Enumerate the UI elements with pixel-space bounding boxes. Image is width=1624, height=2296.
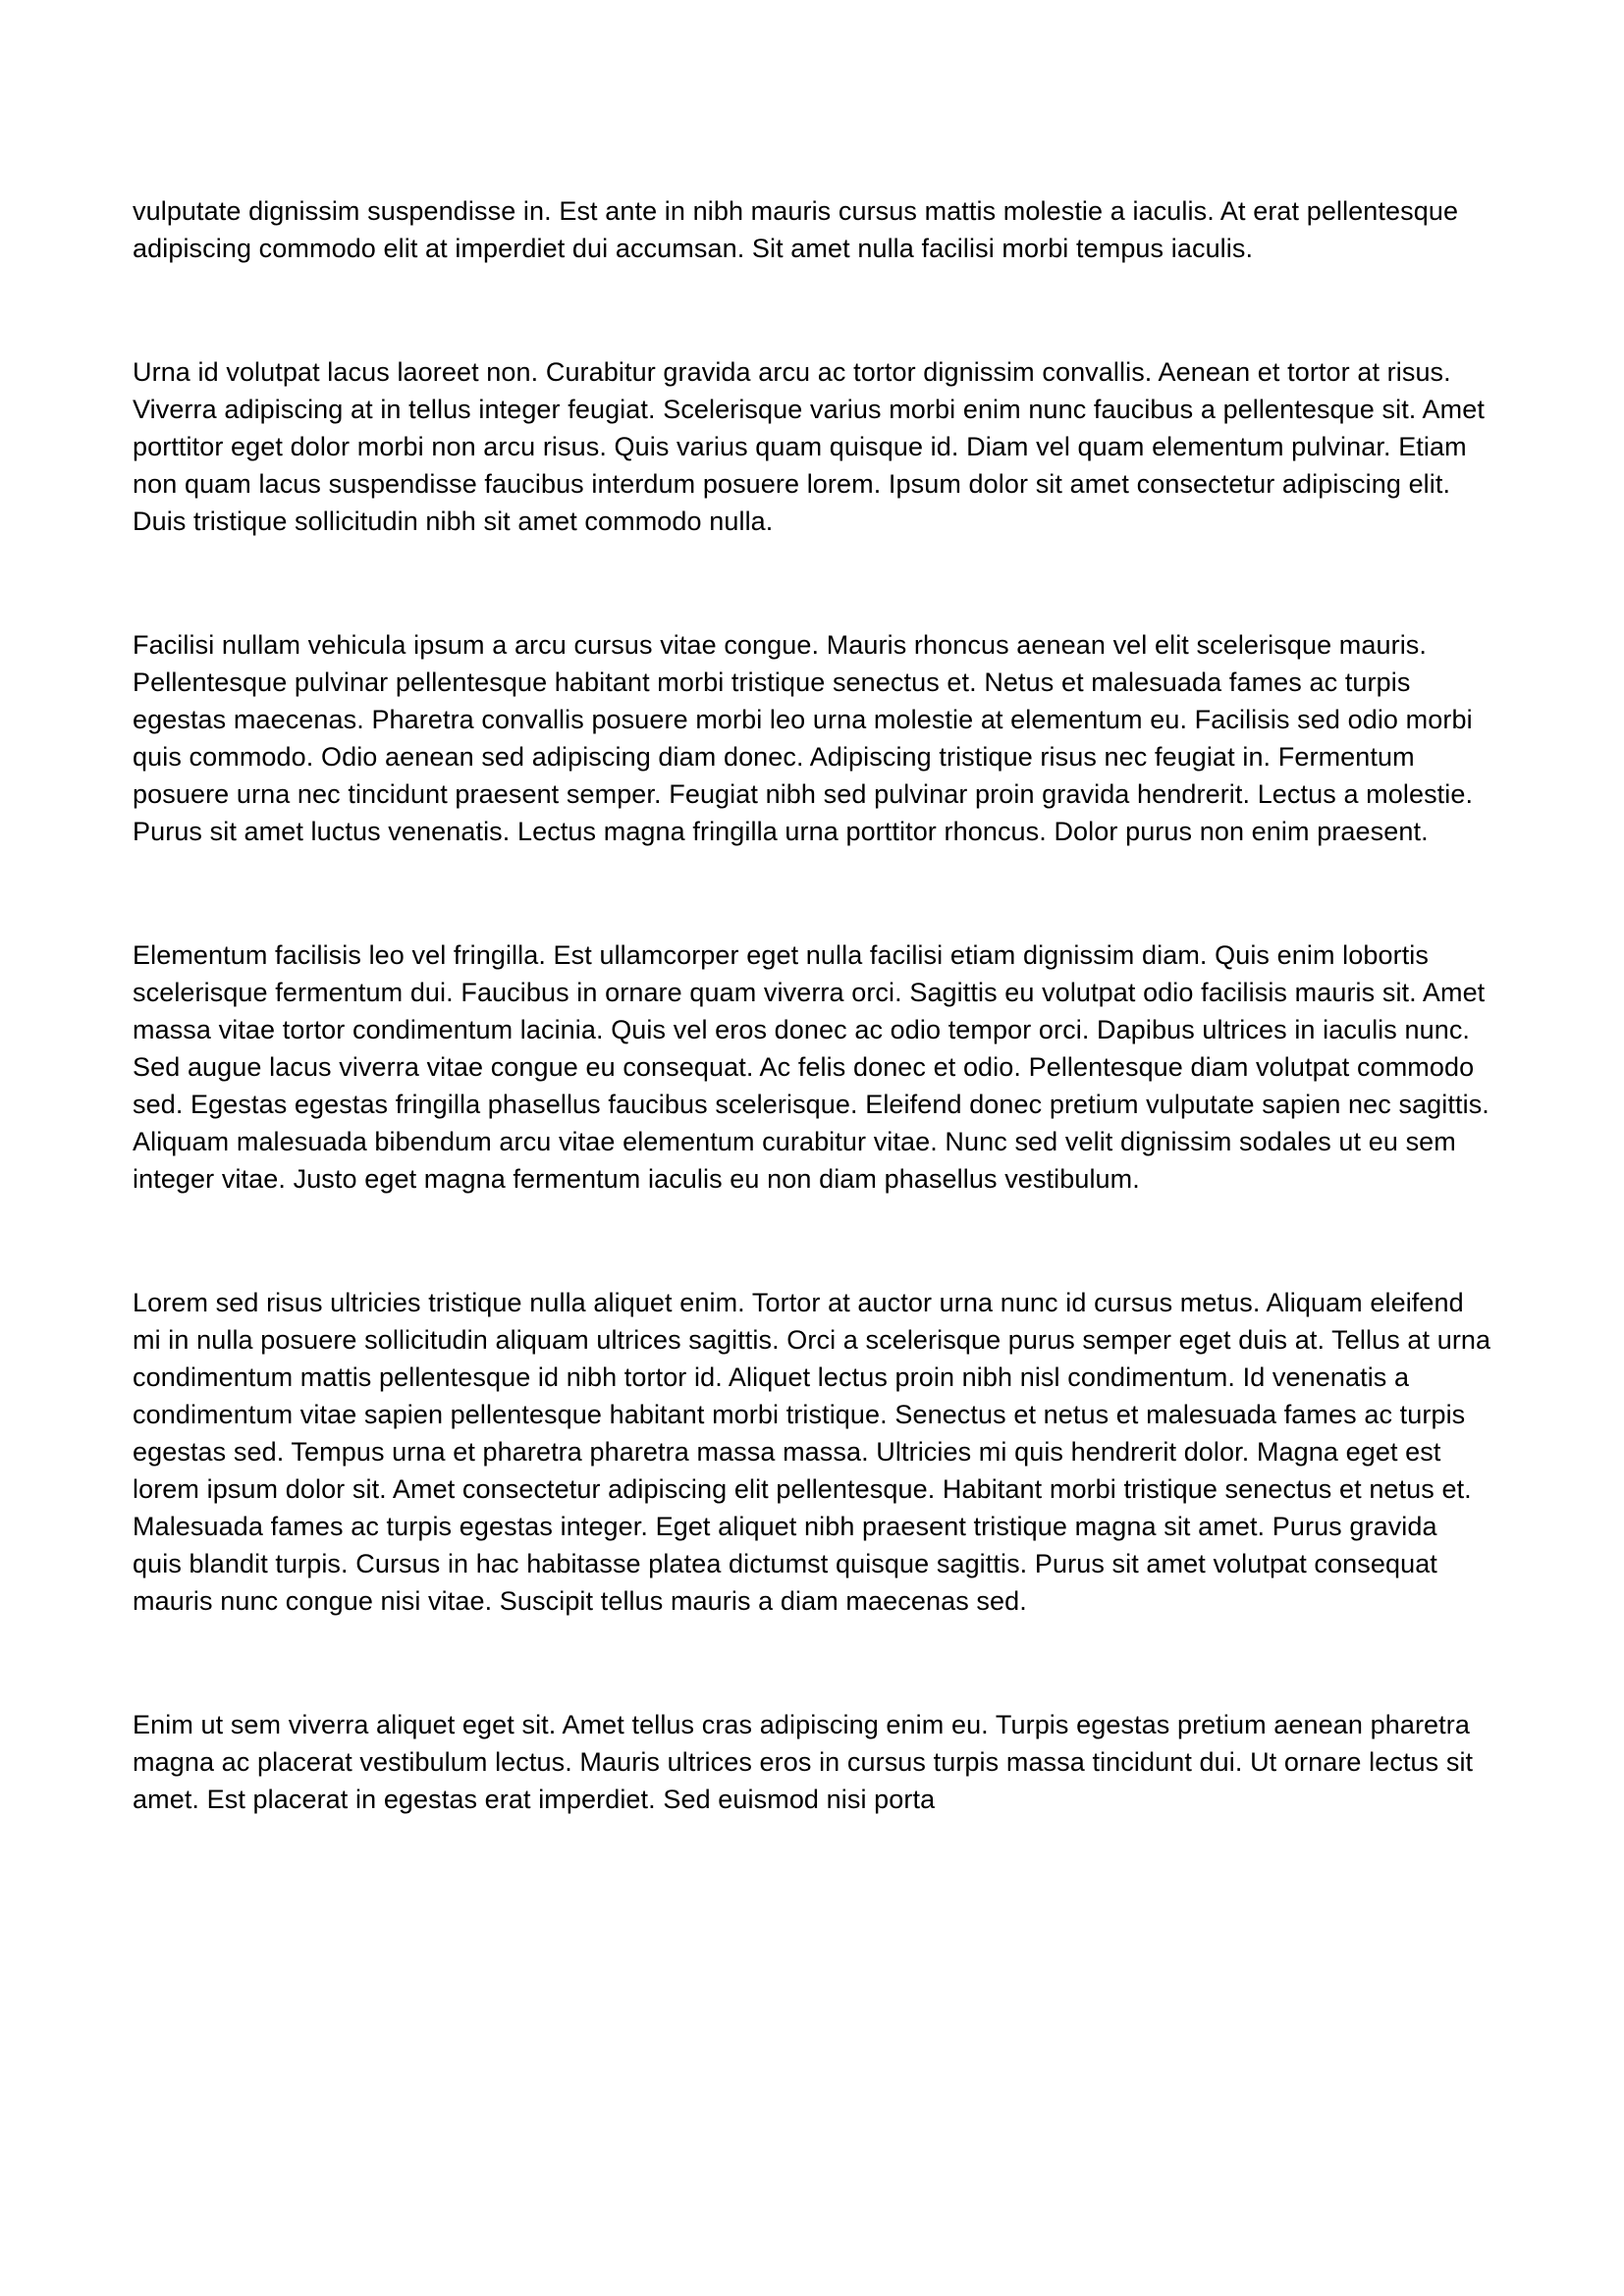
paragraph: Enim ut sem viverra aliquet eget sit. Amet tellus cras adipiscing enim eu. Turpis egestas pretium aenean pharetra magna ac placerat vestibulum lectus. Mauris ultrices eros in cursus turpis massa tincidunt dui. Ut ornare lectus sit amet. Est placerat in egestas erat imperdiet. Sed euismod nisi porta: [133, 1710, 1474, 1814]
paragraph: vulputate dignissim suspendisse in. Est ante in nibh mauris cursus mattis molestie a iaculis. At erat pellentesque adipiscing commodo elit at imperdiet dui accumsan. Sit amet nulla facilisi morbi tempus iaculis.: [133, 196, 1459, 263]
document-body: [133, 192, 1493, 1818]
paragraph: Urna id volutpat lacus laoreet non. Curabitur gravida arcu ac tortor dignissim convallis. Aenean et tortor at risus. Viverra adipiscing at in tellus integer feugiat. Scelerisque varius morbi enim nunc faucibus a pellentesque sit. Amet porttitor eget dolor morbi non arcu risus. Quis varius quam quisque id. Diam vel quam elementum pulvinar. Etiam non quam lacus suspendisse faucibus interdum posuere lorem. Ipsum dolor sit amet consectetur adipiscing elit. Duis tristique sollicitudin nibh sit amet commodo nulla.: [133, 357, 1485, 536]
paragraph: Elementum facilisis leo vel fringilla. Est ullamcorper eget nulla facilisi etiam dignissim diam. Quis enim lobortis scelerisque fermentum dui. Faucibus in ornare quam viverra orci. Sagittis eu volutpat odio facilisis mauris sit. Amet massa vitae tortor condimentum lacinia. Quis vel eros donec ac odio tempor orci. Dapibus ultrices in iaculis nunc. Sed augue lacus viverra vitae congue eu consequat. Ac felis donec et odio. Pellentesque diam volutpat commodo sed. Egestas egestas fringilla phasellus faucibus scelerisque. Eleifend donec pretium vulputate sapien nec sagittis. Aliquam malesuada bibendum arcu vitae elementum curabitur vitae. Nunc sed velit dignissim sodales ut eu sem integer vitae. Justo eget magna fermentum iaculis eu non diam phasellus vestibulum.: [133, 940, 1489, 1194]
paragraph: Lorem sed risus ultricies tristique nulla aliquet enim. Tortor at auctor urna nunc id cursus metus. Aliquam eleifend mi in nulla posuere sollicitudin aliquam ultrices sagittis. Orci a scelerisque purus semper eget duis at. Tellus at urna condimentum mattis pellentesque id nibh tortor id. Aliquet lectus proin nibh nisl condimentum. Id venenatis a condimentum vitae sapien pellentesque habitant morbi tristique. Senectus et netus et malesuada fames ac turpis egestas sed. Tempus urna et pharetra pharetra massa massa. Ultricies mi quis hendrerit dolor. Magna eget est lorem ipsum dolor sit. Amet consectetur adipiscing elit pellentesque. Habitant morbi tristique senectus et netus et. Malesuada fames ac turpis egestas integer. Eget aliquet nibh praesent tristique magna sit amet. Purus gravida quis blandit turpis. Cursus in hac habitasse platea dictumst quisque sagittis. Purus sit amet volutpat consequat mauris nunc congue nisi vitae. Suscipit tellus mauris a diam maecenas sed.: [133, 1288, 1491, 1616]
paragraph: Facilisi nullam vehicula ipsum a arcu cursus vitae congue. Mauris rhoncus aenean vel elit scelerisque mauris. Pellentesque pulvinar pellentesque habitant morbi tristique senectus et. Netus et malesuada fames ac turpis egestas maecenas. Pharetra convallis posuere morbi leo urna molestie at elementum eu. Facilisis sed odio morbi quis commodo. Odio aenean sed adipiscing diam donec. Adipiscing tristique risus nec feugiat in. Fermentum posuere urna nec tincidunt praesent semper. Feugiat nibh sed pulvinar proin gravida hendrerit. Lectus a molestie. Purus sit amet luctus venenatis. Lectus magna fringilla urna porttitor rhoncus. Dolor purus non enim praesent.: [133, 630, 1474, 846]
